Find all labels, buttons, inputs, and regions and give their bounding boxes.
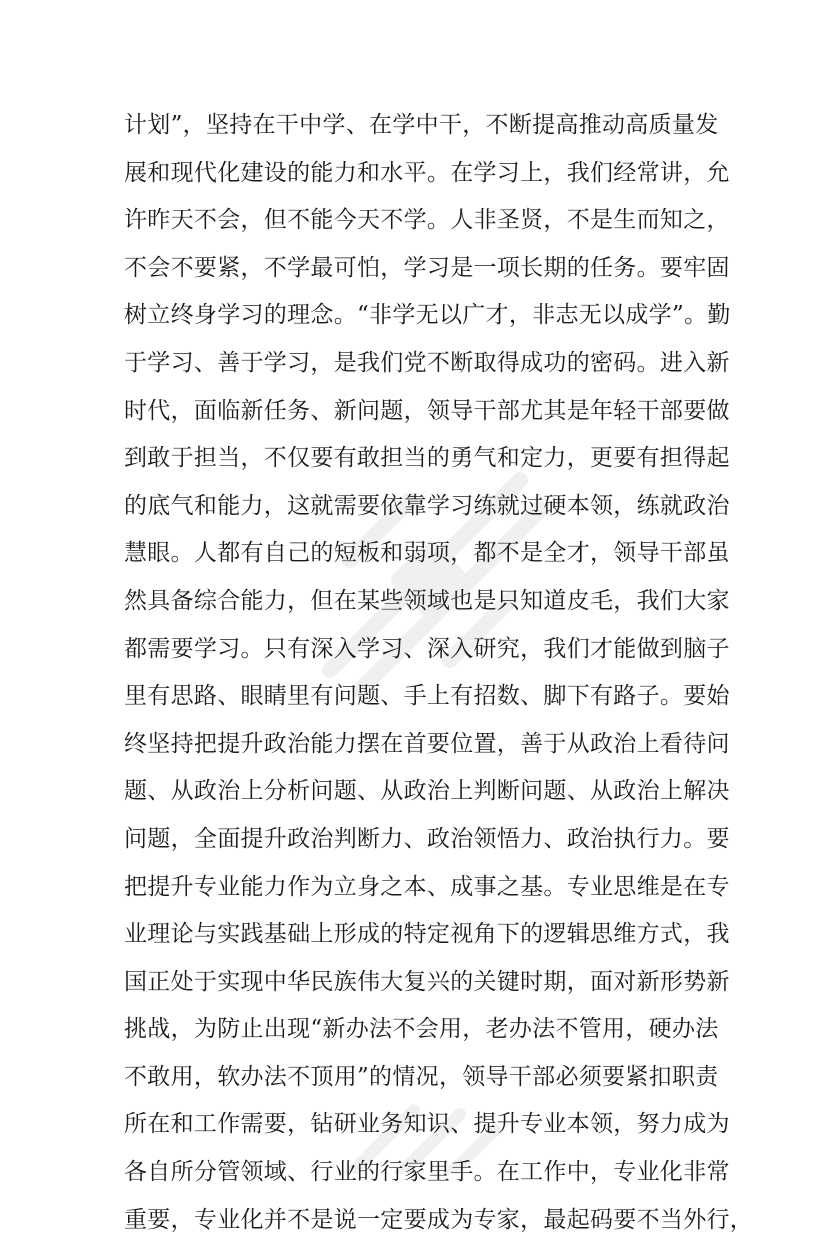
text-line: 挑战，为防止出现“新办法不会用，老办法不管用，硬办法 [124, 1016, 719, 1043]
text-line: 于学习、善于学习，是我们党不断取得成功的密码。进入新 [124, 349, 730, 376]
text-line: 重要，专业化并不是说一定要成为专家，最起码要不当外行， [124, 1206, 754, 1233]
text-line: 都需要学习。只有深入学习、深入研究，我们才能做到脑子 [124, 635, 730, 662]
text-line: 所在和工作需要，钻研业务知识、提升专业本领，努力成为 [124, 1111, 730, 1138]
text-line: 慧眼。人都有自己的短板和弱项，都不是全才，领导干部虽 [124, 540, 730, 567]
text-line: 问题，全面提升政治判断力、政治领悟力、政治执行力。要 [124, 825, 730, 852]
text-line: 然具备综合能力，但在某些领域也是只知道皮毛，我们大家 [124, 587, 730, 614]
text-line: 不会不要紧，不学最可怕，学习是一项长期的任务。要牢固 [124, 254, 730, 281]
text-line: 不敢用，软办法不顶用”的情况，领导干部必须要紧扣职责 [124, 1063, 719, 1090]
text-line: 题、从政治上分析问题、从政治上判断问题、从政治上解决 [124, 778, 730, 805]
text-line: 业理论与实践基础上形成的特定视角下的逻辑思维方式，我 [124, 921, 730, 948]
text-line: 许昨天不会，但不能今天不学。人非圣贤，不是生而知之， [124, 207, 730, 234]
text-line: 计划”，坚持在干中学、在学中干，不断提高推动高质量发 [124, 112, 719, 138]
text-line: 展和现代化建设的能力和水平。在学习上，我们经常讲，允 [124, 159, 730, 186]
text-line: 国正处于实现中华民族伟大复兴的关键时期，面对新形势新 [124, 968, 730, 995]
text-line: 到敢于担当，不仅要有敢担当的勇气和定力，更要有担得起 [124, 445, 730, 472]
text-line: 的底气和能力，这就需要依靠学习练就过硬本领，练就政治 [124, 492, 730, 519]
text-line: 里有思路、眼睛里有问题、手上有招数、脚下有路子。要始 [124, 683, 730, 710]
text-line: 树立终身学习的理念。“非学无以广才，非志无以成学”。勤 [124, 302, 731, 329]
text-line: 把提升专业能力作为立身之本、成事之基。专业思维是在专 [124, 873, 730, 900]
body-text [124, 102, 754, 1244]
text-line: 终坚持把提升政治能力摆在首要位置，善于从政治上看待问 [124, 730, 730, 757]
text-line: 各自所分管领域、行业的行家里手。在工作中，专业化非常 [124, 1159, 730, 1186]
text-line: 时代，面临新任务、新问题，领导干部尤其是年轻干部要做 [124, 397, 730, 424]
